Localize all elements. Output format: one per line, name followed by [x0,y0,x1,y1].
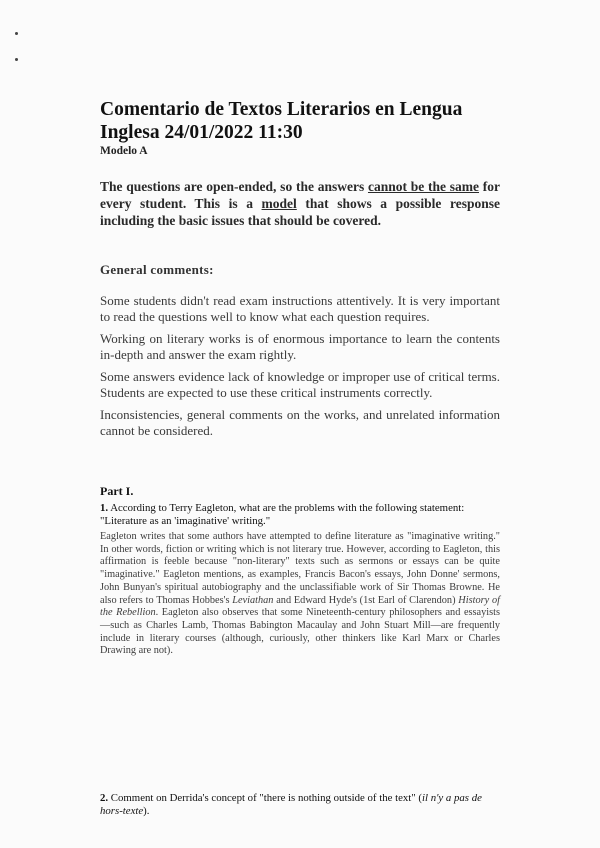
comment-paragraph: Working on literary works is of enormous importance to learn the contents in-depth and answer the exam rightly. [100,331,500,362]
question-text: ). [143,805,150,817]
question-italic: il n'y a pas de hors-texte [100,792,482,817]
general-comments-heading: General comments: [100,262,214,277]
intro-underlined: cannot be the same [367,179,479,194]
intro-paragraph [100,178,500,229]
question-1 [100,502,500,528]
comment-paragraph: Some answers evidence lack of knowledge or improper use of critical terms. Students are expected to use these critical instruments correctly. [100,369,500,400]
answer-text: . Eagleton also observes that some Nineteenth-century philosophers and essayists—such as Charles Lamb, Thomas Babington Macaulay and John Stuart Mill—are frequently include in literary courses (although, curiously, other thinkers like Karl Marx or Charles Drawing are not). [100,607,500,657]
question-2 [100,792,500,818]
answer-text: and Edward Hyde's (1st Earl of Clarendon) [273,594,459,606]
intro-underlined: model [261,196,297,211]
answer-italic: Leviathan [232,594,274,606]
question-text: Comment on Derrida's concept of "there is nothing outside of the text" ( [108,792,423,804]
question-number: 2. [100,792,109,804]
question-number: 1. [100,502,109,514]
intro-text: for every student. This is a [100,179,500,211]
intro-text: The questions are open-ended, so the answers [100,179,368,194]
part-heading: Part I. [100,484,134,498]
document-subtitle: Modelo A [100,145,148,157]
answer-1 [100,531,500,658]
intro-text: that shows a possible response including the basic issues that should be covered. [100,196,500,228]
general-comments [100,293,500,445]
document-title: Comentario de Textos Literarios en Lengua Inglesa 24/01/2022 11:30 [100,99,463,143]
question-text: According to Terry Eagleton, what are the problems with the following statement: "Literature as an 'imaginative' writing." [100,502,465,527]
scan-mark [15,32,18,35]
comment-paragraph: Some students didn't read exam instructions attentively. It is very important to read the questions well to know what each question requires. [100,293,500,324]
answer-text: Eagleton writes that some authors have attempted to define literature as "imaginative writing." In other words, fiction or writing which is not literary true. However, according to Eagleton, this affirmation is feeble because "non-literary" texts such as sermons or essays can be quite "imaginative." Eagleton mentions, as examples, Francis Bacon's essays, John Donne' sermons, John Bunyan's spiritual autobiography and the unclassifiable work of Sir Thomas Browne. He also refers to Thomas Hobbes's [100,531,500,606]
answer-italic: History of the Rebellion [100,594,500,619]
scan-mark [15,58,18,61]
comment-paragraph: Inconsistencies, general comments on the works, and unrelated information cannot be considered. [100,407,500,438]
